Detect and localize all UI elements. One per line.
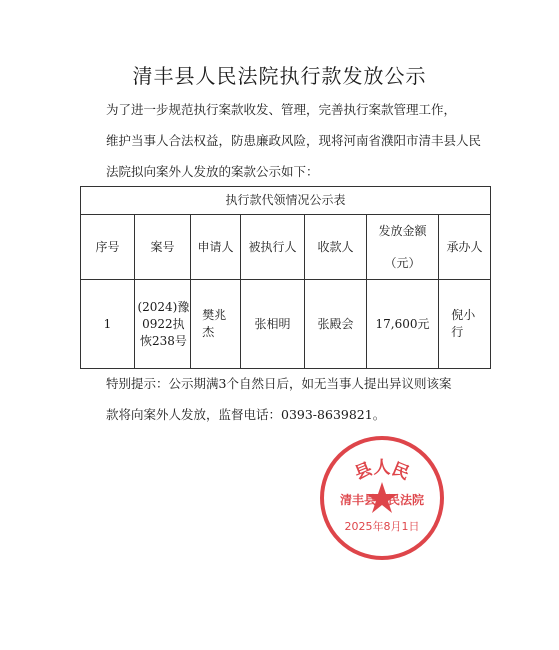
- cell-amount: 17,600元: [367, 280, 439, 369]
- court-seal-stamp: [318, 434, 446, 562]
- intro-line: 为了进一步规范执行案款收发、管理，完善执行案款管理工作，: [106, 102, 457, 117]
- case-no-text: (2024)豫0922执恢238号: [137, 299, 190, 348]
- handler-text: 倪小行: [451, 308, 476, 339]
- cell-handler: [439, 280, 491, 369]
- cell-applicant: [191, 280, 241, 369]
- intro-paragraph: [80, 94, 490, 187]
- notice-line: 特别提示：公示期满3个自然日后，如无当事人提出异议则该案: [106, 376, 452, 391]
- cell-case-no: [135, 280, 191, 369]
- payment-table: [80, 186, 491, 369]
- applicant-text: 樊兆杰: [202, 308, 227, 339]
- header-case-no: 案号: [135, 215, 191, 280]
- cell-executed: 张相明: [241, 280, 305, 369]
- page-title: 清丰县人民法院执行款发放公示: [132, 64, 427, 88]
- header-amount-label: 发放金额: [378, 224, 427, 238]
- cell-payee: 张殿会: [305, 280, 367, 369]
- header-payee: 收款人: [305, 215, 367, 280]
- table-caption: 执行款代领情况公示表: [81, 187, 491, 215]
- table-header-row: [81, 215, 491, 280]
- seal-middle-text: 清丰县人民法院: [339, 493, 425, 507]
- seal-date-text: 2025年8月1日: [344, 520, 420, 533]
- special-notice: [80, 368, 490, 430]
- intro-line: 法院拟向案外人发放的案款公示如下：: [106, 164, 319, 179]
- header-handler: 承办人: [439, 215, 491, 280]
- header-amount-unit: （元）: [384, 256, 421, 270]
- header-amount: [367, 215, 439, 280]
- notice-line: 款将向案外人发放，监督电话：0393-8639821。: [106, 407, 386, 422]
- header-executed: 被执行人: [241, 215, 305, 280]
- table-row: [81, 280, 491, 369]
- cell-seq: 1: [81, 280, 135, 369]
- header-seq: 序号: [81, 215, 135, 280]
- table-caption-row: [81, 187, 491, 215]
- header-applicant: 申请人: [191, 215, 241, 280]
- intro-line: 维护当事人合法权益，防患廉政风险，现将河南省濮阳市清丰县人民: [106, 133, 482, 148]
- seal-arc-text: 县人民: [351, 458, 413, 485]
